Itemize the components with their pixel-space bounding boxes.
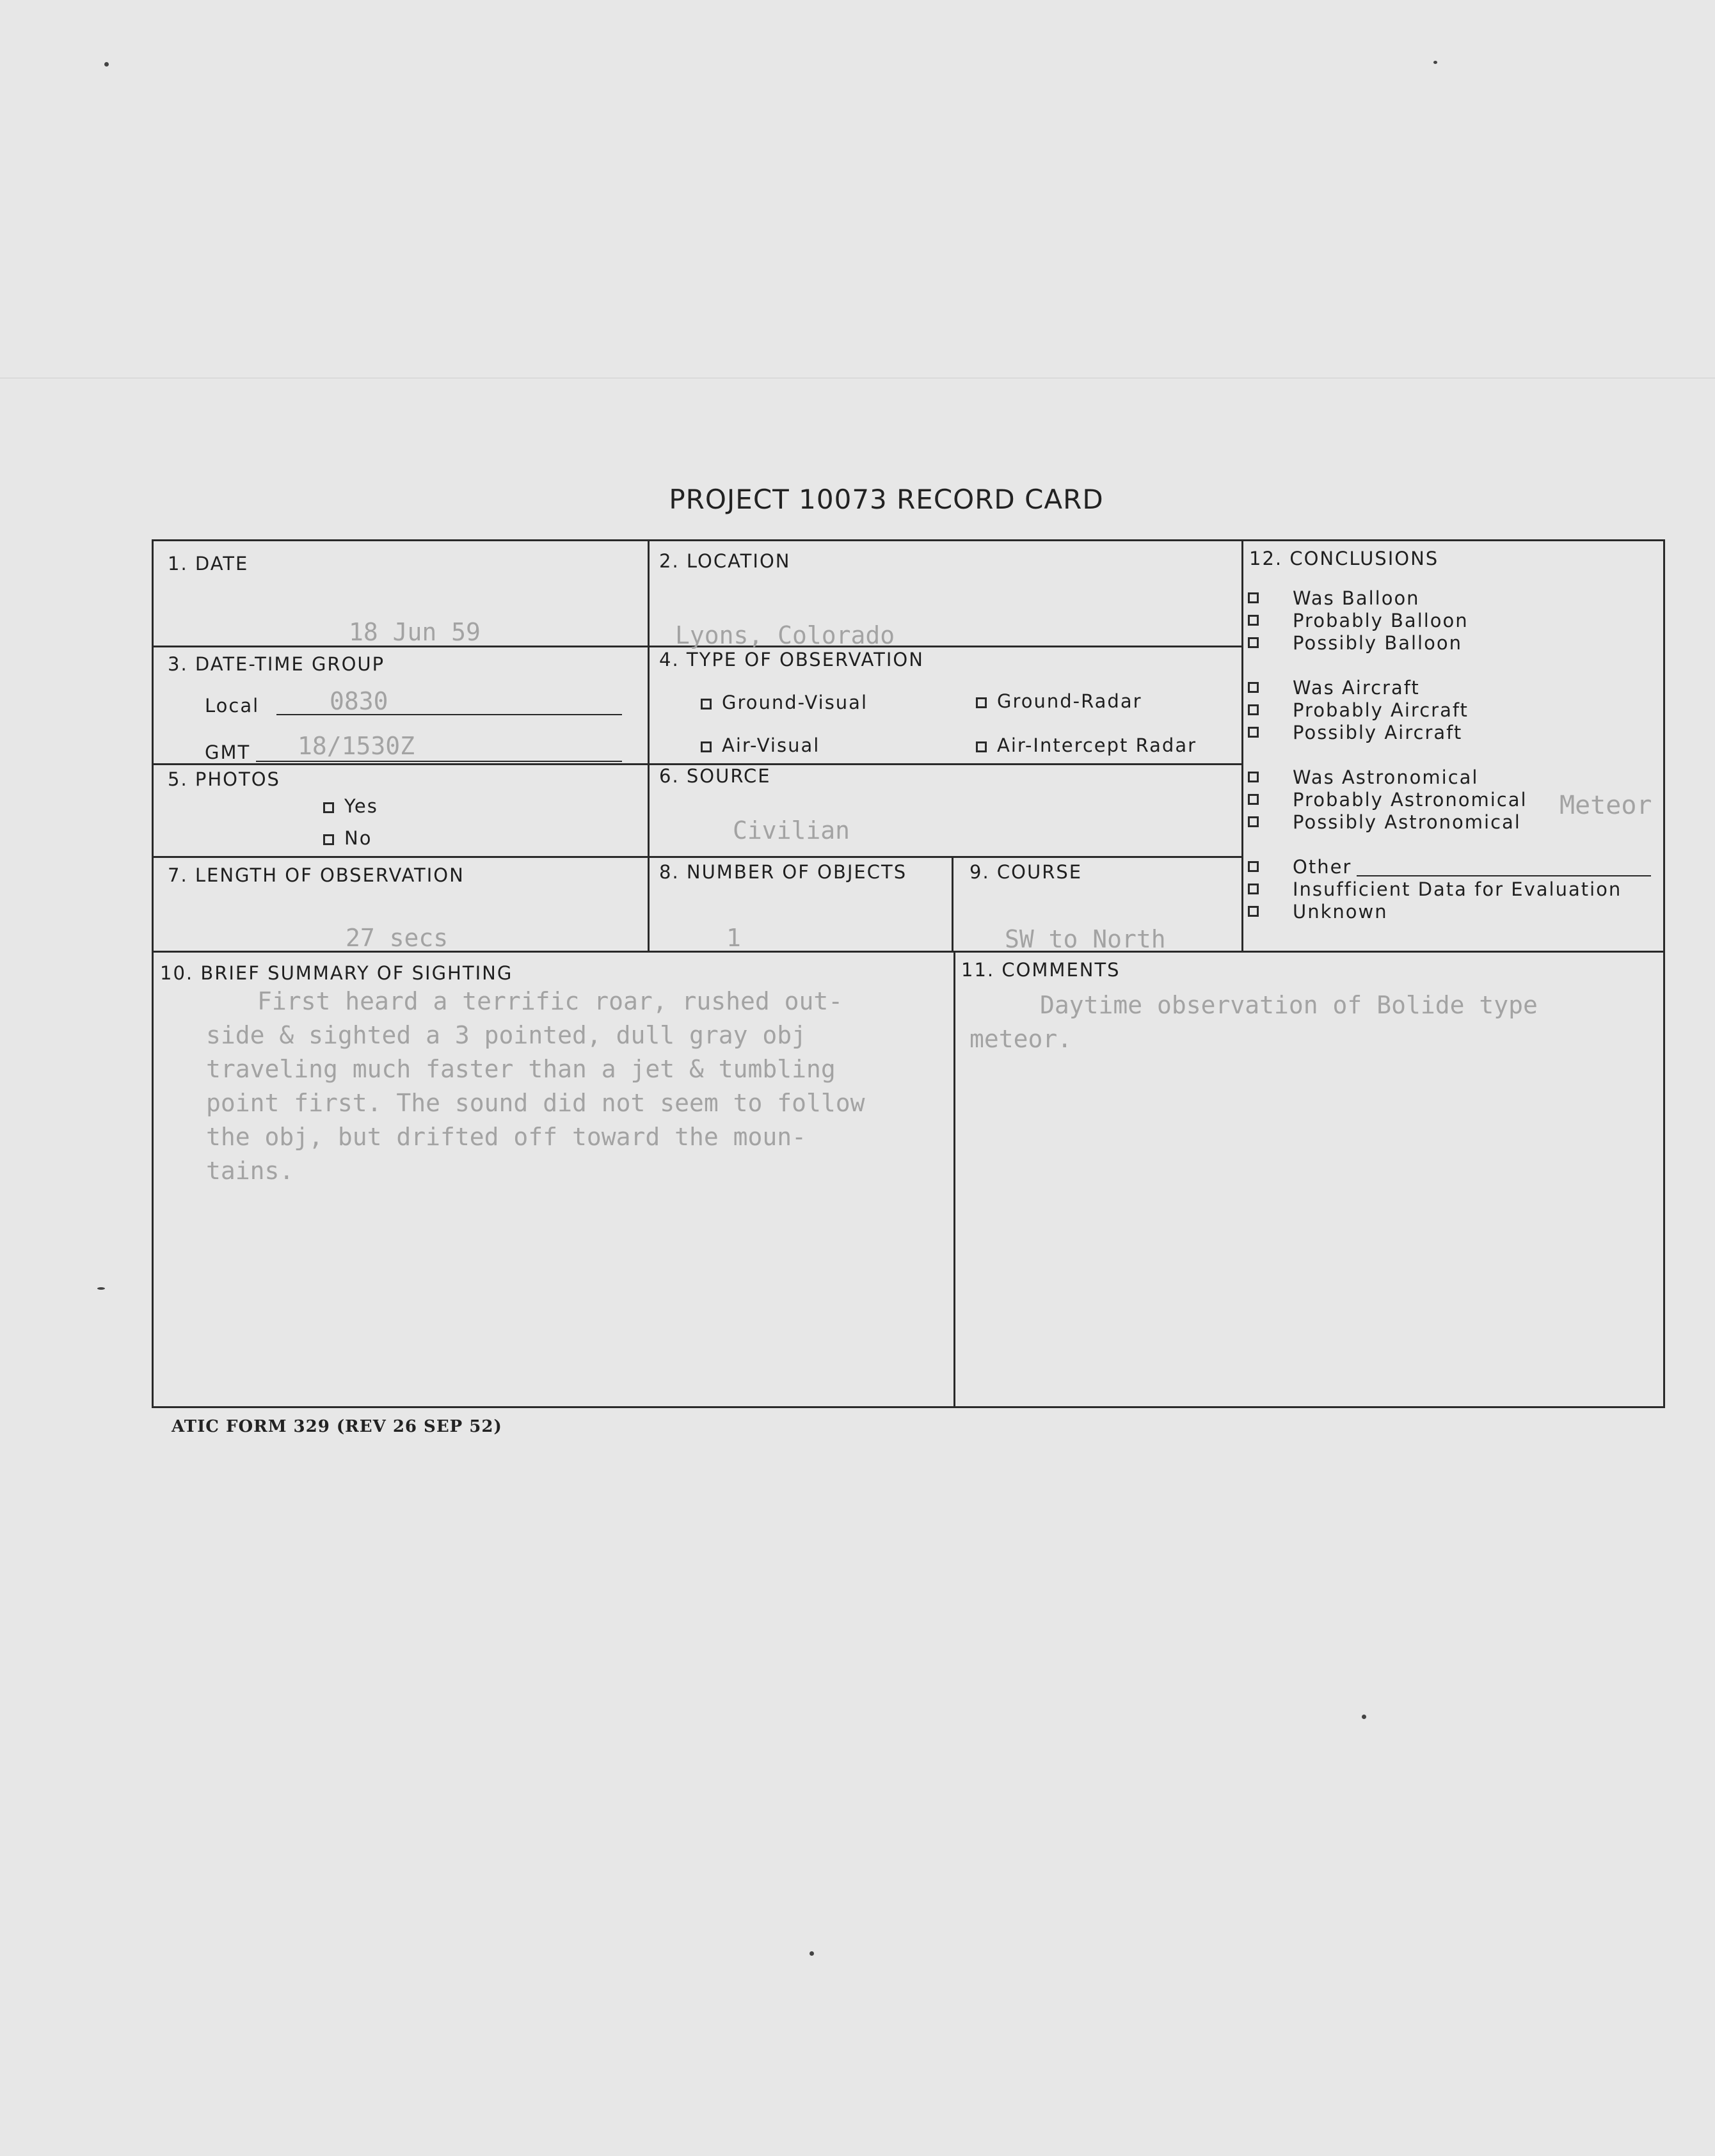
objects-value[interactable]: 1 xyxy=(726,924,741,952)
option-photos-yes[interactable]: Yes xyxy=(323,795,378,817)
photos-label: 5. PHOTOS xyxy=(168,768,280,790)
checkbox-icon xyxy=(1248,861,1259,872)
comments-line: meteor. xyxy=(969,1025,1073,1053)
option-photos-no[interactable]: No xyxy=(323,827,372,849)
objects-label: 8. NUMBER OF OBJECTS xyxy=(659,861,907,883)
local-time-underline xyxy=(276,714,622,715)
card-title: PROJECT 10073 RECORD CARD xyxy=(669,484,1104,515)
checkbox-icon xyxy=(701,699,712,709)
summary-line: point first. The sound did not seem to follow xyxy=(206,1089,865,1117)
checkbox-icon xyxy=(976,741,987,752)
length-label: 7. LENGTH OF OBSERVATION xyxy=(168,864,465,886)
comments-label: 11. COMMENTS xyxy=(961,959,1121,981)
summary-line: side & sighted a 3 pointed, dull gray obj xyxy=(206,1021,806,1049)
dust-speck xyxy=(810,1951,814,1956)
dust-speck xyxy=(1433,61,1437,64)
checkbox-icon xyxy=(1248,884,1259,894)
page-fold-line xyxy=(0,377,1715,379)
form-number: ATIC FORM 329 (REV 26 SEP 52) xyxy=(172,1417,502,1436)
location-label: 2. LOCATION xyxy=(659,550,791,572)
date-time-group-label: 3. DATE-TIME GROUP xyxy=(168,653,385,675)
local-time-label: Local xyxy=(205,695,260,717)
checkbox-icon xyxy=(1248,615,1259,626)
course-value[interactable]: SW to North xyxy=(1005,925,1166,953)
option-ground-visual[interactable]: Ground-Visual xyxy=(701,692,868,713)
dust-speck xyxy=(97,1287,105,1290)
checkbox-icon xyxy=(1248,704,1259,715)
summary-line: traveling much faster than a jet & tumbling xyxy=(206,1055,836,1083)
checkbox-icon xyxy=(1248,682,1259,693)
divider-h-row3 xyxy=(154,856,1241,858)
record-card xyxy=(152,539,1665,1408)
date-value[interactable]: 18 Jun 59 xyxy=(349,618,481,646)
conclusions-label: 12. CONCLUSIONS xyxy=(1249,548,1439,569)
course-label: 9. COURSE xyxy=(969,861,1083,883)
gmt-underline xyxy=(256,761,622,762)
gmt-value[interactable]: 18/1530Z xyxy=(298,732,415,760)
summary-line: the obj, but drifted off toward the moun- xyxy=(206,1123,806,1151)
summary-line: tains. xyxy=(206,1157,294,1185)
checkbox-icon xyxy=(1248,794,1259,805)
checkbox-icon xyxy=(1248,772,1259,782)
dust-speck xyxy=(104,62,109,67)
checkbox-icon xyxy=(1248,906,1259,917)
summary-label: 10. BRIEF SUMMARY OF SIGHTING xyxy=(160,962,513,984)
length-value[interactable]: 27 secs xyxy=(346,924,449,952)
checkbox-icon xyxy=(323,834,334,845)
other-underline xyxy=(1357,875,1651,876)
checkbox-icon xyxy=(701,741,712,752)
location-value[interactable]: Lyons, Colorado xyxy=(675,621,895,649)
checkbox-icon xyxy=(323,802,334,813)
checkbox-icon xyxy=(1248,592,1259,603)
summary-line: First heard a terrific roar, rushed out- xyxy=(257,987,843,1015)
divider-v-course xyxy=(952,856,953,951)
divider-v-left xyxy=(648,541,650,951)
divider-v-conclusions xyxy=(1241,541,1243,951)
checkbox-icon xyxy=(1248,816,1259,827)
checkbox-icon xyxy=(976,697,987,708)
source-value[interactable]: Civilian xyxy=(733,816,850,844)
checkbox-icon xyxy=(1248,637,1259,648)
source-label: 6. SOURCE xyxy=(659,765,771,787)
gmt-label: GMT xyxy=(205,741,251,763)
conclusions-annotation: Meteor xyxy=(1559,791,1652,820)
option-air-visual[interactable]: Air-Visual xyxy=(701,734,820,756)
checkbox-icon xyxy=(1248,727,1259,738)
date-label: 1. DATE xyxy=(168,553,249,575)
type-of-observation-label: 4. TYPE OF OBSERVATION xyxy=(659,649,924,670)
option-ground-radar[interactable]: Ground-Radar xyxy=(976,690,1142,712)
local-time-value[interactable]: 0830 xyxy=(330,687,388,715)
divider-v-comments xyxy=(953,951,955,1408)
option-air-intercept-radar[interactable]: Air-Intercept Radar xyxy=(976,734,1197,756)
comments-line: Daytime observation of Bolide type xyxy=(1040,991,1538,1019)
dust-speck xyxy=(1362,1715,1366,1719)
